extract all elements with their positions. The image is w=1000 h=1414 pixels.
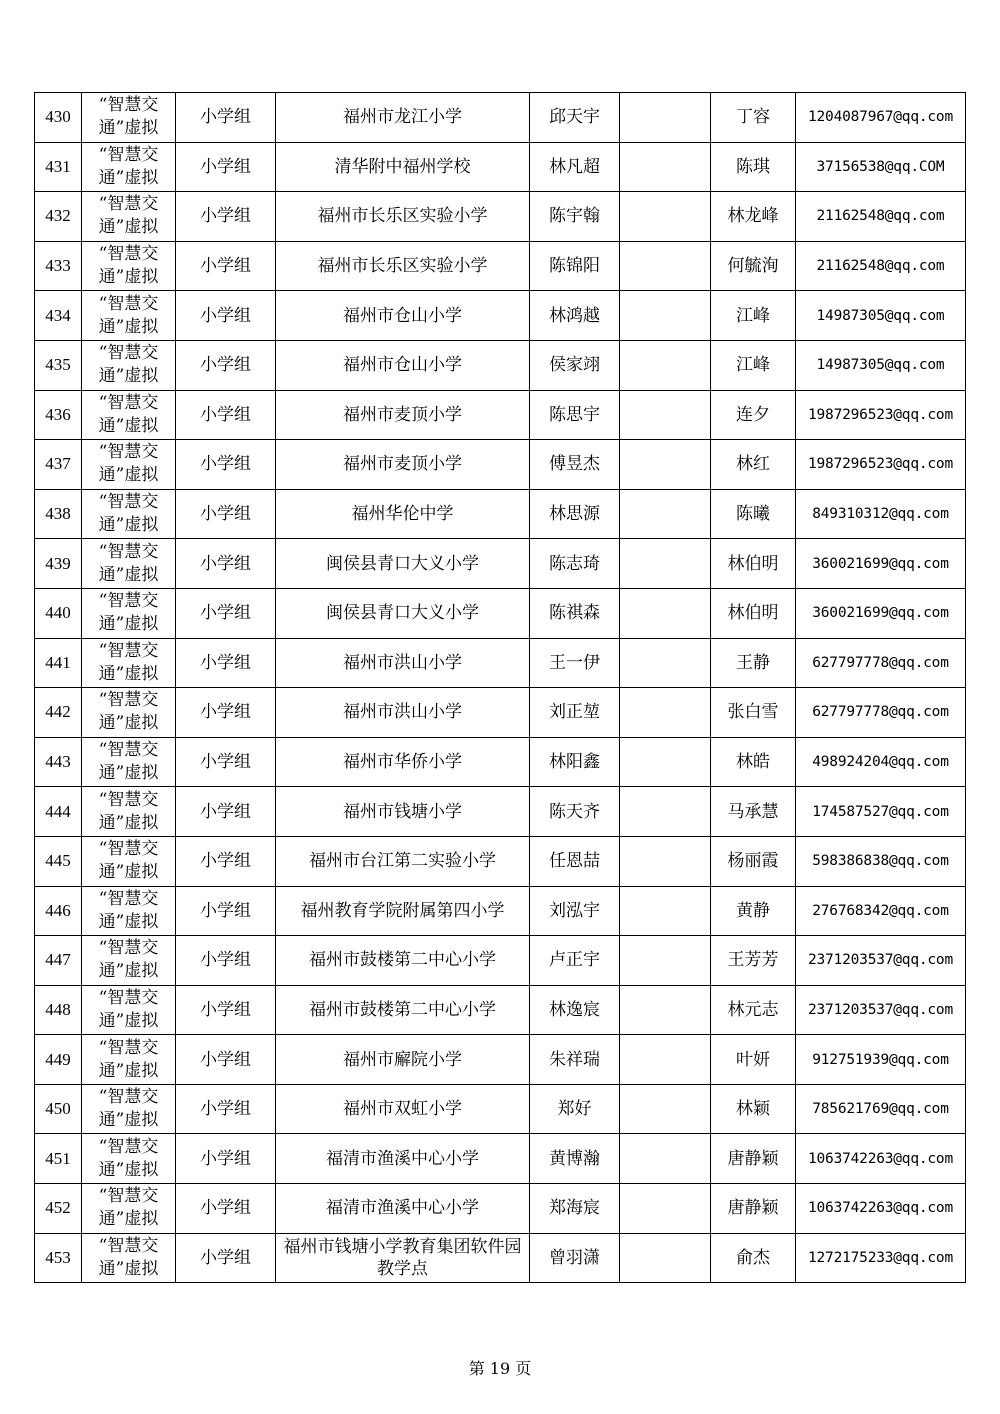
cell-school: 福州市洪山小学 (276, 638, 530, 688)
table-row (35, 1184, 966, 1234)
cell-email: 1063742263@qq.com (796, 1134, 966, 1184)
cell-group: 小学组 (176, 1134, 276, 1184)
cell-blank (620, 688, 711, 738)
cell-group: 小学组 (176, 291, 276, 341)
cell-email: 14987305@qq.com (796, 340, 966, 390)
table-row (35, 142, 966, 192)
cell-school: 福州市台江第二实验小学 (276, 836, 530, 886)
cell-category: “智慧交通”虚拟 (82, 588, 176, 638)
page-number: 第 19 页 (468, 1359, 532, 1378)
cell-teacher: 林皓 (711, 737, 796, 787)
cell-category: “智慧交通”虚拟 (82, 936, 176, 986)
cell-student: 邱天宇 (530, 93, 620, 143)
cell-school: 福州市长乐区实验小学 (276, 192, 530, 242)
cell-blank (620, 1035, 711, 1085)
cell-group: 小学组 (176, 1035, 276, 1085)
cell-number: 452 (35, 1184, 82, 1234)
cell-category: “智慧交通”虚拟 (82, 737, 176, 787)
cell-teacher: 何毓洵 (711, 241, 796, 291)
cell-teacher: 马承慧 (711, 787, 796, 837)
cell-blank (620, 985, 711, 1035)
cell-number: 449 (35, 1035, 82, 1085)
cell-group: 小学组 (176, 1084, 276, 1134)
cell-student: 林逸宸 (530, 985, 620, 1035)
cell-school: 福清市渔溪中心小学 (276, 1184, 530, 1234)
roster-body (35, 93, 966, 1283)
cell-email: 1204087967@qq.com (796, 93, 966, 143)
cell-school: 福州市洪山小学 (276, 688, 530, 738)
cell-group: 小学组 (176, 737, 276, 787)
cell-category: “智慧交通”虚拟 (82, 1035, 176, 1085)
table-row (35, 1134, 966, 1184)
cell-email: 1063742263@qq.com (796, 1184, 966, 1234)
cell-number: 444 (35, 787, 82, 837)
cell-teacher: 俞杰 (711, 1233, 796, 1283)
cell-blank (620, 489, 711, 539)
table-row (35, 489, 966, 539)
cell-group: 小学组 (176, 440, 276, 490)
cell-student: 朱祥瑞 (530, 1035, 620, 1085)
cell-category: “智慧交通”虚拟 (82, 1084, 176, 1134)
cell-school: 福州华伦中学 (276, 489, 530, 539)
cell-number: 430 (35, 93, 82, 143)
cell-email: 498924204@qq.com (796, 737, 966, 787)
cell-email: 2371203537@qq.com (796, 985, 966, 1035)
cell-number: 431 (35, 142, 82, 192)
table-row (35, 886, 966, 936)
cell-group: 小学组 (176, 192, 276, 242)
cell-student: 郑好 (530, 1084, 620, 1134)
cell-school: 福州市仓山小学 (276, 291, 530, 341)
cell-number: 441 (35, 638, 82, 688)
cell-teacher: 林红 (711, 440, 796, 490)
cell-email: 912751939@qq.com (796, 1035, 966, 1085)
cell-teacher: 丁容 (711, 93, 796, 143)
cell-number: 453 (35, 1233, 82, 1283)
cell-category: “智慧交通”虚拟 (82, 340, 176, 390)
cell-school: 福州市廨院小学 (276, 1035, 530, 1085)
cell-teacher: 杨丽霞 (711, 836, 796, 886)
cell-school: 福州市龙江小学 (276, 93, 530, 143)
cell-blank (620, 886, 711, 936)
cell-blank (620, 1134, 711, 1184)
cell-blank (620, 291, 711, 341)
cell-blank (620, 340, 711, 390)
cell-teacher: 黄静 (711, 886, 796, 936)
cell-number: 448 (35, 985, 82, 1035)
cell-group: 小学组 (176, 1184, 276, 1234)
cell-group: 小学组 (176, 787, 276, 837)
table-row (35, 1035, 966, 1085)
cell-category: “智慧交通”虚拟 (82, 1134, 176, 1184)
cell-group: 小学组 (176, 886, 276, 936)
cell-teacher: 林伯明 (711, 588, 796, 638)
cell-student: 卢正宇 (530, 936, 620, 986)
cell-number: 451 (35, 1134, 82, 1184)
cell-teacher: 王静 (711, 638, 796, 688)
cell-email: 360021699@qq.com (796, 539, 966, 589)
cell-school: 福州市麦顶小学 (276, 390, 530, 440)
cell-category: “智慧交通”虚拟 (82, 539, 176, 589)
cell-group: 小学组 (176, 936, 276, 986)
cell-email: 360021699@qq.com (796, 588, 966, 638)
cell-number: 439 (35, 539, 82, 589)
table-row (35, 737, 966, 787)
cell-student: 刘泓宇 (530, 886, 620, 936)
cell-student: 林凡超 (530, 142, 620, 192)
cell-blank (620, 93, 711, 143)
table-row (35, 539, 966, 589)
cell-email: 2371203537@qq.com (796, 936, 966, 986)
cell-group: 小学组 (176, 688, 276, 738)
cell-blank (620, 836, 711, 886)
table-row (35, 688, 966, 738)
cell-group: 小学组 (176, 539, 276, 589)
cell-blank (620, 588, 711, 638)
cell-group: 小学组 (176, 638, 276, 688)
cell-student: 陈志琦 (530, 539, 620, 589)
cell-student: 林阳鑫 (530, 737, 620, 787)
cell-student: 陈思宇 (530, 390, 620, 440)
cell-blank (620, 1233, 711, 1283)
cell-teacher: 连夕 (711, 390, 796, 440)
roster-table (34, 92, 966, 1283)
cell-school: 福州市钱塘小学教育集团软件园教学点 (276, 1233, 530, 1283)
table-row (35, 936, 966, 986)
cell-blank (620, 390, 711, 440)
table-row (35, 836, 966, 886)
cell-email: 598386838@qq.com (796, 836, 966, 886)
cell-group: 小学组 (176, 489, 276, 539)
cell-number: 440 (35, 588, 82, 638)
cell-email: 849310312@qq.com (796, 489, 966, 539)
cell-student: 林思源 (530, 489, 620, 539)
cell-group: 小学组 (176, 241, 276, 291)
cell-student: 曾羽潇 (530, 1233, 620, 1283)
cell-teacher: 叶妍 (711, 1035, 796, 1085)
cell-number: 437 (35, 440, 82, 490)
cell-teacher: 张白雪 (711, 688, 796, 738)
table-row (35, 638, 966, 688)
cell-group: 小学组 (176, 985, 276, 1035)
cell-category: “智慧交通”虚拟 (82, 142, 176, 192)
cell-blank (620, 737, 711, 787)
table-row (35, 440, 966, 490)
cell-blank (620, 1184, 711, 1234)
cell-category: “智慧交通”虚拟 (82, 1233, 176, 1283)
table-row (35, 340, 966, 390)
cell-teacher: 江峰 (711, 340, 796, 390)
cell-student: 王一伊 (530, 638, 620, 688)
cell-email: 1987296523@qq.com (796, 390, 966, 440)
cell-number: 433 (35, 241, 82, 291)
cell-email: 627797778@qq.com (796, 688, 966, 738)
cell-school: 闽侯县青口大义小学 (276, 539, 530, 589)
cell-blank (620, 1084, 711, 1134)
cell-teacher: 陈琪 (711, 142, 796, 192)
cell-email: 1272175233@qq.com (796, 1233, 966, 1283)
cell-student: 黄博瀚 (530, 1134, 620, 1184)
cell-category: “智慧交通”虚拟 (82, 93, 176, 143)
cell-category: “智慧交通”虚拟 (82, 985, 176, 1035)
table-row (35, 390, 966, 440)
cell-email: 174587527@qq.com (796, 787, 966, 837)
cell-blank (620, 440, 711, 490)
cell-email: 14987305@qq.com (796, 291, 966, 341)
cell-school: 福州市鼓楼第二中心小学 (276, 985, 530, 1035)
cell-student: 陈天齐 (530, 787, 620, 837)
cell-number: 447 (35, 936, 82, 986)
cell-student: 傅昱杰 (530, 440, 620, 490)
cell-teacher: 林伯明 (711, 539, 796, 589)
cell-category: “智慧交通”虚拟 (82, 836, 176, 886)
cell-group: 小学组 (176, 142, 276, 192)
cell-number: 450 (35, 1084, 82, 1134)
cell-blank (620, 539, 711, 589)
cell-school: 福州市麦顶小学 (276, 440, 530, 490)
cell-teacher: 林颖 (711, 1084, 796, 1134)
table-row (35, 1084, 966, 1134)
cell-group: 小学组 (176, 93, 276, 143)
cell-category: “智慧交通”虚拟 (82, 1184, 176, 1234)
table-row (35, 985, 966, 1035)
cell-blank (620, 638, 711, 688)
cell-school: 福州市长乐区实验小学 (276, 241, 530, 291)
cell-school: 福州市鼓楼第二中心小学 (276, 936, 530, 986)
table-row (35, 291, 966, 341)
cell-number: 432 (35, 192, 82, 242)
cell-school: 福州市仓山小学 (276, 340, 530, 390)
cell-email: 276768342@qq.com (796, 886, 966, 936)
cell-school: 福州市华侨小学 (276, 737, 530, 787)
cell-blank (620, 192, 711, 242)
cell-email: 627797778@qq.com (796, 638, 966, 688)
cell-group: 小学组 (176, 1233, 276, 1283)
cell-category: “智慧交通”虚拟 (82, 638, 176, 688)
cell-group: 小学组 (176, 390, 276, 440)
cell-category: “智慧交通”虚拟 (82, 241, 176, 291)
cell-student: 刘正堃 (530, 688, 620, 738)
table-row (35, 93, 966, 143)
cell-number: 436 (35, 390, 82, 440)
cell-teacher: 江峰 (711, 291, 796, 341)
table-row (35, 241, 966, 291)
cell-blank (620, 787, 711, 837)
cell-teacher: 唐静颖 (711, 1134, 796, 1184)
cell-teacher: 林元志 (711, 985, 796, 1035)
cell-blank (620, 142, 711, 192)
cell-category: “智慧交通”虚拟 (82, 886, 176, 936)
cell-number: 434 (35, 291, 82, 341)
cell-category: “智慧交通”虚拟 (82, 440, 176, 490)
cell-teacher: 唐静颖 (711, 1184, 796, 1234)
cell-category: “智慧交通”虚拟 (82, 787, 176, 837)
cell-school: 闽侯县青口大义小学 (276, 588, 530, 638)
cell-blank (620, 241, 711, 291)
cell-student: 陈宇翰 (530, 192, 620, 242)
cell-category: “智慧交通”虚拟 (82, 192, 176, 242)
cell-email: 37156538@qq.COM (796, 142, 966, 192)
cell-email: 21162548@qq.com (796, 192, 966, 242)
table-row (35, 1233, 966, 1283)
cell-school: 福州市双虹小学 (276, 1084, 530, 1134)
cell-school: 福清市渔溪中心小学 (276, 1134, 530, 1184)
cell-category: “智慧交通”虚拟 (82, 291, 176, 341)
cell-category: “智慧交通”虚拟 (82, 489, 176, 539)
table-row (35, 588, 966, 638)
cell-number: 442 (35, 688, 82, 738)
cell-teacher: 王芳芳 (711, 936, 796, 986)
cell-school: 福州教育学院附属第四小学 (276, 886, 530, 936)
cell-student: 任恩喆 (530, 836, 620, 886)
cell-school: 福州市钱塘小学 (276, 787, 530, 837)
cell-group: 小学组 (176, 836, 276, 886)
cell-number: 438 (35, 489, 82, 539)
table-row (35, 192, 966, 242)
cell-blank (620, 936, 711, 986)
cell-group: 小学组 (176, 340, 276, 390)
cell-email: 785621769@qq.com (796, 1084, 966, 1134)
cell-teacher: 陈曦 (711, 489, 796, 539)
cell-school: 清华附中福州学校 (276, 142, 530, 192)
cell-email: 1987296523@qq.com (796, 440, 966, 490)
cell-student: 郑海宸 (530, 1184, 620, 1234)
cell-number: 445 (35, 836, 82, 886)
cell-student: 陈祺森 (530, 588, 620, 638)
cell-number: 443 (35, 737, 82, 787)
cell-teacher: 林龙峰 (711, 192, 796, 242)
cell-student: 侯家翊 (530, 340, 620, 390)
cell-student: 陈锦阳 (530, 241, 620, 291)
table-row (35, 787, 966, 837)
cell-number: 435 (35, 340, 82, 390)
cell-number: 446 (35, 886, 82, 936)
cell-category: “智慧交通”虚拟 (82, 390, 176, 440)
cell-category: “智慧交通”虚拟 (82, 688, 176, 738)
cell-email: 21162548@qq.com (796, 241, 966, 291)
cell-student: 林鸿越 (530, 291, 620, 341)
cell-group: 小学组 (176, 588, 276, 638)
